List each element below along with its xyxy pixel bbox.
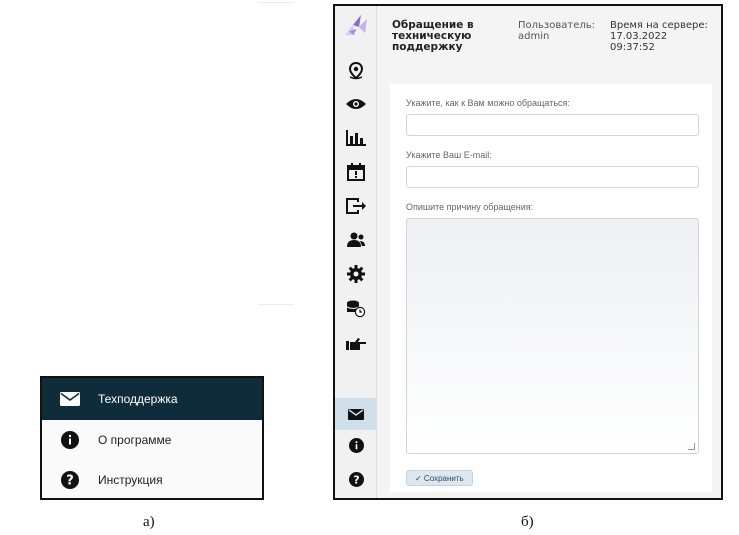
name-input[interactable] bbox=[406, 114, 699, 136]
menu-item-label: Техподдержка bbox=[98, 392, 178, 406]
svg-text:?: ? bbox=[352, 472, 360, 486]
divider bbox=[258, 304, 294, 305]
help-icon bbox=[60, 470, 80, 490]
calendar-alert-icon[interactable] bbox=[335, 157, 377, 187]
map-pin-icon[interactable] bbox=[335, 56, 377, 86]
server-time bbox=[610, 20, 708, 53]
caption-a: а) bbox=[143, 514, 155, 530]
logo-icon[interactable] bbox=[335, 10, 377, 40]
help-icon[interactable] bbox=[335, 464, 377, 494]
reason-textarea[interactable] bbox=[406, 218, 699, 454]
support-request-window bbox=[333, 4, 723, 500]
server-time-clock: 09:37:52 bbox=[610, 42, 655, 53]
email-field-label: Укажите Ваш E-mail: bbox=[406, 150, 492, 160]
resize-handle[interactable] bbox=[688, 443, 695, 450]
user-info bbox=[518, 20, 595, 42]
menu-item-manual[interactable] bbox=[42, 460, 262, 500]
help-menu-panel bbox=[40, 376, 264, 500]
menu-item-label: О программе bbox=[98, 433, 172, 447]
name-field-label: Укажите, как к Вам можно обращаться: bbox=[406, 98, 570, 108]
save-button[interactable]: ✓ Сохранить bbox=[406, 470, 473, 486]
eye-icon[interactable] bbox=[335, 89, 377, 119]
users-icon[interactable] bbox=[335, 225, 377, 255]
reason-field-label: Опишите причину обращения: bbox=[406, 202, 534, 212]
info-icon[interactable] bbox=[335, 430, 377, 460]
menu-item-about[interactable] bbox=[42, 420, 262, 460]
page-header bbox=[378, 6, 721, 78]
divider bbox=[258, 2, 294, 3]
envelope-icon bbox=[60, 389, 80, 409]
page-title: Обращение в техническую поддержку bbox=[392, 19, 474, 53]
hand-pointer-icon[interactable] bbox=[335, 328, 377, 358]
user-value: admin bbox=[518, 31, 550, 42]
gear-icon[interactable] bbox=[335, 259, 377, 289]
menu-item-label: Инструкция bbox=[98, 473, 163, 487]
server-time-date: 17.03.2022 bbox=[610, 31, 668, 42]
sidebar bbox=[335, 6, 377, 498]
server-time-label: Время на сервере: bbox=[610, 20, 708, 31]
email-input[interactable] bbox=[406, 166, 699, 188]
caption-b: б) bbox=[521, 514, 534, 530]
database-clock-icon[interactable] bbox=[335, 294, 377, 324]
bar-chart-icon[interactable] bbox=[335, 123, 377, 153]
info-icon bbox=[60, 430, 80, 450]
user-label: Пользователь: bbox=[518, 20, 596, 31]
svg-text:?: ? bbox=[66, 473, 74, 489]
support-form bbox=[390, 84, 712, 492]
export-icon[interactable] bbox=[335, 191, 377, 221]
envelope-icon[interactable] bbox=[335, 398, 377, 430]
menu-item-support[interactable] bbox=[42, 378, 262, 420]
